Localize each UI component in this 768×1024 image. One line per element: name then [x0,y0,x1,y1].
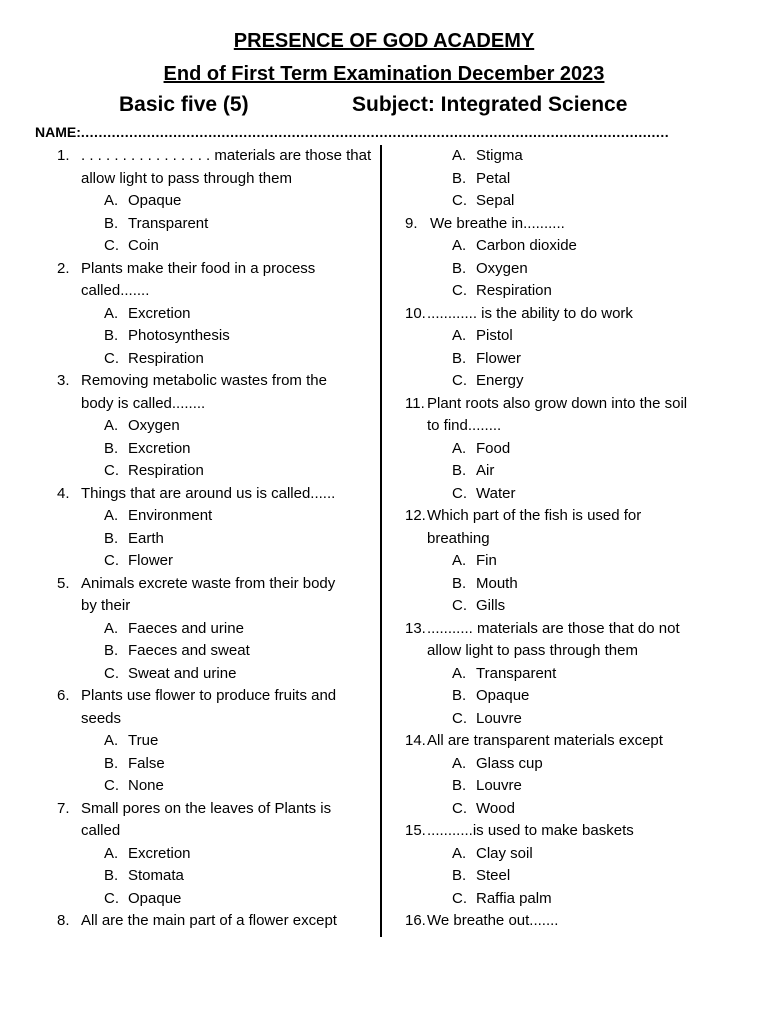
question-text: Small pores on the leaves of Plants is [81,799,332,817]
option-letter: A. [452,327,467,344]
question-line [0,483,378,506]
question-text: body is called........ [81,394,206,412]
option-text: Pistol [476,327,513,344]
option-letter: B. [104,642,119,659]
option-text: Excretion [128,304,191,322]
option-letter: B. [452,462,467,479]
question-line [385,415,768,438]
question-line [0,280,378,303]
option-text: Respiration [128,349,204,367]
option-letter: C. [452,889,467,907]
answer-option [0,843,378,866]
option-text: Flower [476,349,522,367]
question-text: Removing metabolic wastes from the [81,372,327,389]
option-letter: C. [452,709,467,727]
answer-option [0,730,378,753]
question-line [385,730,768,753]
option-letter: C. [104,349,119,367]
option-letter: C. [104,777,119,794]
question-text: All are transparent materials except [427,732,663,749]
option-text: Coin [128,237,159,254]
option-letter: C. [104,237,119,254]
option-text: Raffia palm [476,889,552,907]
option-text: Flower [128,552,174,569]
question-line [0,258,378,281]
answer-option [385,258,768,281]
option-text: Carbon dioxide [476,237,577,254]
answer-option [0,438,378,461]
question-line [385,393,768,416]
question-text: All are the main part of a flower except [81,912,337,929]
option-text: Environment [128,507,213,524]
option-text: Louvre [476,777,522,794]
question-number: 2. [57,259,70,277]
option-letter: A. [104,507,119,524]
answer-option [385,145,768,168]
option-letter: C. [452,799,467,817]
option-text: Stomata [128,867,184,884]
answer-option [385,280,768,303]
option-text: True [128,732,159,749]
option-text: Water [476,484,516,502]
answer-option [0,235,378,258]
answer-option [0,865,378,888]
question-text: to find........ [427,417,502,434]
question-number: 5. [57,574,70,592]
question-line [385,820,768,843]
question-text: called....... [81,282,150,299]
answer-option [0,415,378,438]
answer-option [0,505,378,528]
option-letter: B. [104,754,119,772]
option-letter: A. [452,237,467,254]
option-letter: C. [452,484,467,502]
answer-option [385,775,768,798]
option-letter: C. [452,372,467,389]
answer-option [385,235,768,258]
option-letter: B. [104,214,119,232]
option-letter: B. [104,529,119,547]
question-number: 13. [405,619,426,637]
option-letter: B. [104,327,119,344]
question-line [385,213,768,236]
option-text: Mouth [476,574,518,592]
option-letter: A. [452,844,467,862]
question-text: Which part of the fish is used for [427,507,642,524]
question-text: Plant roots also grow down into the soil [427,394,688,412]
question-line [385,303,768,326]
answer-option [385,168,768,191]
answer-option [0,550,378,573]
option-text: Opaque [128,889,182,907]
exam-title: End of First Term Examination December 2023 [163,63,605,85]
question-number: 7. [57,799,70,817]
question-line [0,145,378,168]
question-text: by their [81,597,131,614]
question-number: 12. [405,507,426,524]
option-letter: C. [452,192,467,209]
question-text: allow light to pass through them [81,169,292,187]
question-number: 11. [405,394,425,412]
answer-option [385,753,768,776]
name-label: NAME: [35,124,81,140]
name-field [35,124,701,144]
option-text: False [128,754,165,772]
question-number: 10. [405,304,426,322]
answer-option [0,303,378,326]
question-line [0,573,378,596]
question-text: ...........is used to make baskets [427,822,634,839]
option-text: Stigma [476,147,523,164]
question-text: seeds [81,709,122,727]
question-number: 14. [405,732,426,749]
question-line [0,685,378,708]
option-letter: B. [104,867,119,884]
option-text: Excretion [128,439,191,457]
question-line [385,505,768,528]
answer-option [0,348,378,371]
option-letter: A. [452,664,467,682]
question-number: 16. [405,912,426,929]
answer-option [385,460,768,483]
question-number: 6. [57,687,70,704]
question-line [0,370,378,393]
answer-option [385,573,768,596]
answer-option [0,888,378,911]
question-number: 3. [57,372,70,389]
option-letter: A. [452,552,467,569]
question-text: Animals excrete waste from their body [81,574,336,592]
question-text: ........... materials are those that do not [427,619,680,637]
answer-option [385,685,768,708]
class-label: Basic five (5) [119,93,249,116]
option-letter: A. [452,754,467,772]
question-text: We breathe out....... [427,912,559,929]
answer-option [385,595,768,618]
option-letter: B. [104,439,119,457]
question-line [0,393,378,416]
option-text: None [128,777,164,794]
answer-option [0,775,378,798]
answer-option [0,640,378,663]
option-text: Faeces and sweat [128,642,250,659]
name-blank: ...................................................................................................................................... [80,124,670,140]
option-letter: A. [104,619,119,637]
question-line [385,618,768,641]
answer-option [0,618,378,641]
option-letter: A. [104,844,119,862]
question-line [0,708,378,731]
option-text: Steel [476,867,511,884]
option-text: Respiration [476,282,552,299]
answer-option [385,370,768,393]
option-text: Fin [476,552,497,569]
answer-option [0,190,378,213]
question-number: 15. [405,822,426,839]
option-text: Wood [476,799,515,817]
answer-option [0,213,378,236]
question-number: 1. [57,147,70,164]
option-letter: A. [104,732,119,749]
option-letter: A. [452,439,467,457]
option-text: Glass cup [476,754,543,772]
question-line [0,168,378,191]
answer-option [385,888,768,911]
answer-option [0,663,378,686]
option-text: Respiration [128,462,204,479]
question-text: breathing [427,529,490,547]
answer-option [0,753,378,776]
option-letter: B. [452,349,467,367]
column-divider [380,145,382,937]
answer-option [0,460,378,483]
option-text: Faeces and urine [128,619,244,637]
option-text: Sweat and urine [128,664,237,682]
question-text: allow light to pass through them [427,642,638,659]
option-text: Clay soil [476,844,533,862]
option-text: Oxygen [128,417,180,434]
option-text: Gills [476,597,506,614]
question-line [385,910,768,933]
option-letter: C. [104,552,119,569]
questions-column-left [0,145,378,933]
question-text: . . . . . . . . . . . . . . . . materials are those that [81,147,372,164]
question-line [0,910,378,933]
answer-option [385,325,768,348]
question-text: Plants use flower to produce fruits and [81,687,337,704]
answer-option [385,438,768,461]
answer-option [385,663,768,686]
option-text: Food [476,439,511,457]
question-text: We breathe in.......... [430,214,565,232]
option-text: Excretion [128,844,191,862]
questions-column-right [385,145,768,933]
option-letter: C. [104,462,119,479]
option-text: Sepal [476,192,515,209]
option-text: Oxygen [476,259,528,277]
question-number: 4. [57,484,70,502]
option-letter: C. [104,889,119,907]
answer-option [385,865,768,888]
option-text: Transparent [476,664,557,682]
option-letter: A. [104,192,119,209]
question-line [0,820,378,843]
answer-option [385,843,768,866]
answer-option [385,348,768,371]
option-letter: B. [452,867,467,884]
option-letter: A. [452,147,467,164]
option-text: Energy [476,372,524,389]
option-text: Transparent [128,214,209,232]
answer-option [385,798,768,821]
option-letter: B. [452,777,467,794]
option-text: Opaque [476,687,530,704]
option-letter: A. [104,417,119,434]
question-number: 9. [405,214,418,232]
option-text: Petal [476,169,511,187]
option-letter: A. [104,304,119,322]
option-letter: B. [452,169,467,187]
option-letter: C. [452,282,467,299]
answer-option [385,483,768,506]
option-text: Air [476,462,495,479]
question-line [385,528,768,551]
answer-option [0,528,378,551]
question-line [385,640,768,663]
option-letter: B. [452,687,467,704]
option-letter: C. [452,597,467,614]
question-line [0,798,378,821]
answer-option [385,190,768,213]
option-text: Earth [128,529,164,547]
question-text: ............ is the ability to do work [427,304,633,322]
option-letter: C. [104,664,119,682]
option-text: Opaque [128,192,182,209]
option-text: Louvre [476,709,522,727]
answer-option [0,325,378,348]
question-text: called [81,822,121,839]
school-name: PRESENCE OF GOD ACADEMY [233,30,535,52]
answer-option [385,550,768,573]
question-text: Things that are around us is called...... [81,484,336,502]
option-letter: B. [452,574,467,592]
question-line [0,595,378,618]
option-text: Photosynthesis [128,327,230,344]
question-number: 8. [57,912,70,929]
question-text: Plants make their food in a process [81,259,316,277]
option-letter: B. [452,259,467,277]
answer-option [385,708,768,731]
subject-label: Subject: Integrated Science [352,93,628,116]
